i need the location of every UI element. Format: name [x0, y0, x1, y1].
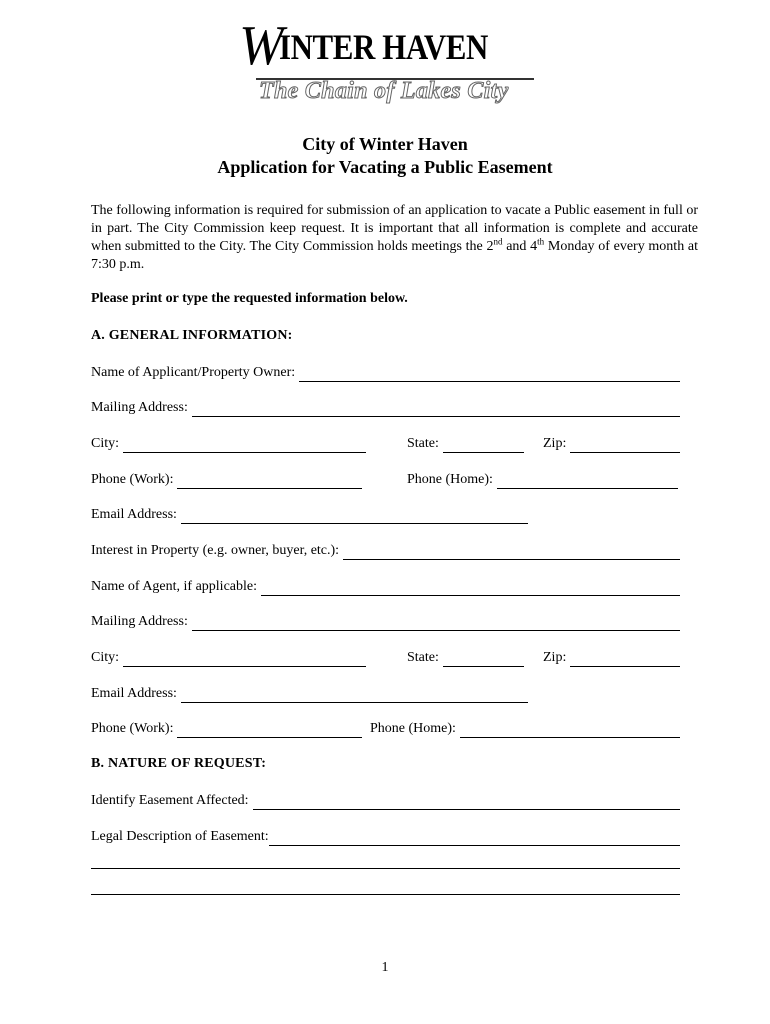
logo-tagline: The Chain of Lakes City [259, 78, 509, 104]
agent-name-label: Name of Agent, if applicable: [91, 579, 257, 594]
zip-field[interactable] [543, 433, 680, 453]
agent-phone-home-label: Phone (Home): [370, 721, 456, 736]
interest-field[interactable] [91, 540, 680, 560]
agent-mailing-line[interactable] [192, 614, 680, 631]
interest-line[interactable] [343, 543, 680, 560]
agent-email-field[interactable] [91, 683, 528, 703]
agent-name-field[interactable] [91, 576, 680, 596]
agent-state-label: State: [407, 650, 439, 665]
agent-mailing-field[interactable] [91, 611, 680, 631]
applicant-name-label: Name of Applicant/Property Owner: [91, 365, 296, 380]
agent-phone-work-line[interactable] [177, 721, 362, 738]
interest-row [91, 540, 680, 560]
legal-description-field[interactable] [91, 826, 680, 846]
email-field[interactable] [91, 504, 528, 524]
intro-sup-2: th [537, 236, 545, 247]
mailing-address-field[interactable] [91, 397, 680, 417]
agent-phone-home-field[interactable] [370, 718, 680, 738]
page-title: City of Winter Haven [302, 134, 468, 154]
easement-affected-field[interactable] [91, 790, 680, 810]
agent-mailing-label: Mailing Address: [91, 614, 188, 629]
agent-email-line[interactable] [181, 686, 528, 703]
agent-state-field[interactable] [407, 647, 524, 667]
easement-affected-row [91, 790, 680, 810]
logo-name: INTER HAVEN [278, 27, 488, 67]
agent-phone-work-label: Phone (Work): [91, 721, 174, 736]
section-b-heading: B. NATURE OF REQUEST: [91, 756, 267, 771]
email-label: Email Address: [91, 507, 177, 522]
phone-work-field[interactable] [91, 469, 362, 489]
winter-haven-logo [238, 15, 548, 108]
agent-phone-work-field[interactable] [91, 718, 362, 738]
agent-city-line[interactable] [123, 650, 366, 667]
intro-text-1: The following information is required for submission of an application to vacate a Public easement in full or in part. The City Commission keep request. It is important that all information is complete and accurate when submitted to the City. The City Commission holds meetings the 2 [91, 203, 698, 254]
agent-phone-row [91, 718, 680, 738]
agent-name-line[interactable] [261, 579, 680, 596]
interest-label: Interest in Property (e.g. owner, buyer, etc.): [91, 543, 340, 558]
legal-description-line-3[interactable] [91, 894, 680, 895]
page-number: 1 [381, 960, 389, 975]
mailing-address-line[interactable] [192, 400, 680, 417]
applicant-name-row [91, 362, 680, 382]
mailing-address-label: Mailing Address: [91, 400, 188, 415]
agent-zip-line[interactable] [570, 650, 680, 667]
state-field[interactable] [407, 433, 524, 453]
city-state-zip-row [91, 433, 680, 453]
zip-line[interactable] [570, 436, 680, 453]
agent-city-state-zip-row [91, 647, 680, 667]
intro-text-2: and 4 [502, 239, 538, 254]
easement-affected-line[interactable] [253, 793, 680, 810]
agent-state-line[interactable] [443, 650, 524, 667]
zip-label: Zip: [543, 436, 567, 451]
email-row [91, 504, 680, 524]
agent-name-row [91, 576, 680, 596]
logo-initial: W [239, 15, 284, 77]
phone-work-line[interactable] [177, 472, 362, 489]
city-line[interactable] [123, 436, 366, 453]
agent-mailing-row [91, 611, 680, 631]
legal-description-label: Legal Description of Easement: [91, 829, 269, 844]
applicant-name-line[interactable] [299, 365, 680, 382]
city-label: City: [91, 436, 120, 451]
agent-email-label: Email Address: [91, 686, 177, 701]
phone-home-line[interactable] [497, 472, 678, 489]
phone-home-label: Phone (Home): [407, 472, 493, 487]
intro-sup-1: nd [493, 236, 503, 247]
agent-phone-home-line[interactable] [460, 721, 680, 738]
state-line[interactable] [443, 436, 524, 453]
state-label: State: [407, 436, 439, 451]
applicant-name-field[interactable] [91, 362, 680, 382]
intro-text-3: Monday of every month at 7:30 p.m. [91, 239, 699, 272]
legal-description-line[interactable] [269, 829, 680, 846]
legal-description-line-2[interactable] [91, 868, 680, 869]
agent-email-row [91, 683, 680, 703]
section-a-heading: A. GENERAL INFORMATION: [91, 328, 293, 343]
instructions: Please print or type the requested information below. [91, 291, 408, 306]
mailing-address-row [91, 397, 680, 417]
easement-affected-label: Identify Easement Affected: [91, 793, 249, 808]
intro-paragraph [91, 202, 698, 274]
agent-city-label: City: [91, 650, 120, 665]
agent-zip-field[interactable] [543, 647, 680, 667]
logo-wordmark [238, 15, 522, 77]
city-field[interactable] [91, 433, 366, 453]
page-subtitle: Application for Vacating a Public Easement [217, 157, 553, 177]
agent-city-field[interactable] [91, 647, 366, 667]
phone-work-label: Phone (Work): [91, 472, 174, 487]
phone-home-field[interactable] [407, 469, 678, 489]
phone-row [91, 469, 680, 489]
agent-zip-label: Zip: [543, 650, 567, 665]
legal-description-row [91, 826, 680, 846]
email-line[interactable] [181, 507, 528, 524]
